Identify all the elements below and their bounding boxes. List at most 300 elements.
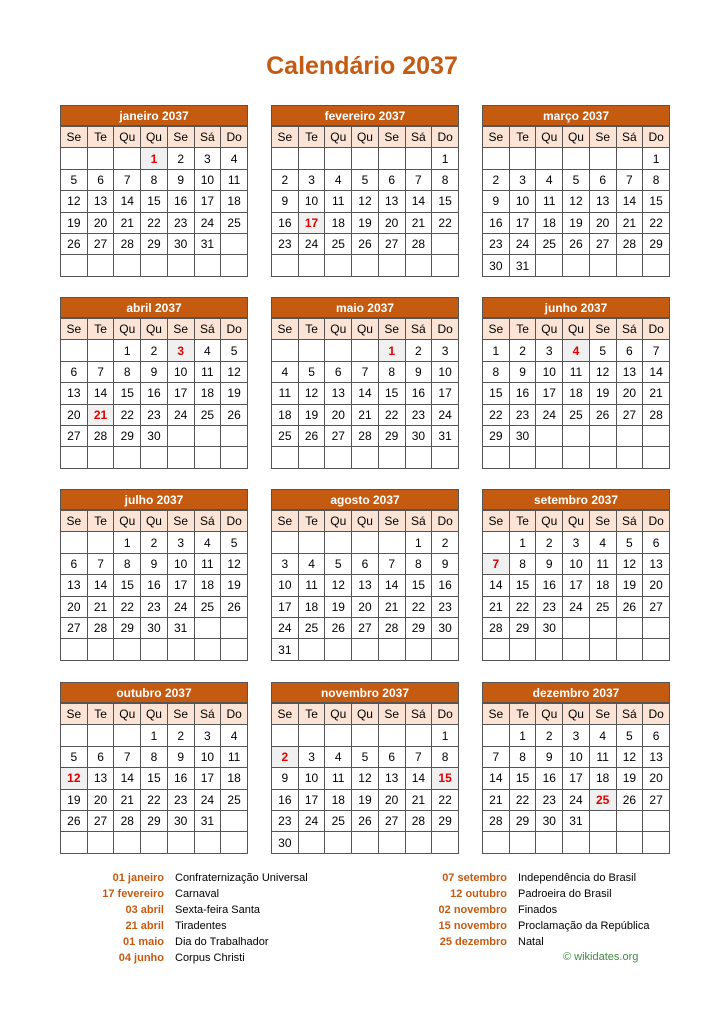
holiday-date: 12 outubro bbox=[450, 888, 507, 900]
day-cell: 30 bbox=[167, 810, 194, 831]
day-cell: 29 bbox=[141, 810, 168, 831]
empty-cell bbox=[589, 425, 616, 446]
empty-cell bbox=[298, 447, 325, 468]
weekday-header: Se bbox=[272, 704, 299, 725]
day-cell: 10 bbox=[194, 169, 221, 190]
weekday-header: Qu bbox=[141, 511, 168, 532]
empty-cell bbox=[298, 148, 325, 169]
empty-cell bbox=[352, 639, 379, 660]
day-cell: 5 bbox=[563, 169, 590, 190]
day-cell: 23 bbox=[141, 404, 168, 425]
day-cell: 6 bbox=[352, 553, 379, 574]
month-block bbox=[60, 105, 248, 277]
day-cell: 18 bbox=[221, 768, 248, 789]
empty-cell bbox=[141, 255, 168, 276]
day-cell: 11 bbox=[194, 361, 221, 382]
day-cell: 27 bbox=[61, 425, 88, 446]
holiday-date: 25 dezembro bbox=[439, 936, 507, 948]
holiday-day-cell: 4 bbox=[563, 340, 590, 361]
month-block bbox=[482, 489, 670, 661]
holiday-name: Carnaval bbox=[175, 888, 220, 900]
empty-cell bbox=[643, 832, 670, 853]
weekday-header: Sá bbox=[405, 511, 432, 532]
empty-cell bbox=[589, 810, 616, 831]
empty-cell bbox=[643, 639, 670, 660]
day-cell: 18 bbox=[563, 383, 590, 404]
day-cell: 30 bbox=[167, 233, 194, 254]
weekday-header: Se bbox=[167, 704, 194, 725]
day-cell: 28 bbox=[483, 810, 510, 831]
day-cell: 14 bbox=[483, 768, 510, 789]
weekday-header: Te bbox=[298, 511, 325, 532]
day-cell: 14 bbox=[114, 768, 141, 789]
empty-cell bbox=[589, 148, 616, 169]
weekday-header: Se bbox=[61, 319, 88, 340]
day-cell: 27 bbox=[643, 596, 670, 617]
day-cell: 13 bbox=[616, 361, 643, 382]
day-cell: 14 bbox=[352, 383, 379, 404]
day-cell: 20 bbox=[325, 404, 352, 425]
day-cell: 26 bbox=[352, 233, 379, 254]
weekday-header: Te bbox=[298, 704, 325, 725]
day-cell: 25 bbox=[325, 810, 352, 831]
day-cell: 9 bbox=[272, 191, 299, 212]
weekday-header: Te bbox=[298, 127, 325, 148]
day-cell: 17 bbox=[432, 383, 459, 404]
day-cell: 8 bbox=[509, 746, 536, 767]
empty-cell bbox=[298, 255, 325, 276]
day-cell: 20 bbox=[589, 212, 616, 233]
day-cell: 13 bbox=[643, 553, 670, 574]
day-cell: 26 bbox=[563, 233, 590, 254]
day-cell: 9 bbox=[405, 361, 432, 382]
day-cell: 26 bbox=[61, 810, 88, 831]
weekday-header: Se bbox=[167, 511, 194, 532]
empty-cell bbox=[298, 725, 325, 746]
holiday-name: Independência do Brasil bbox=[518, 872, 637, 884]
day-cell: 7 bbox=[87, 361, 114, 382]
day-cell: 6 bbox=[378, 169, 405, 190]
weekday-header: Se bbox=[483, 319, 510, 340]
day-cell: 30 bbox=[483, 255, 510, 276]
day-cell: 1 bbox=[114, 532, 141, 553]
empty-cell bbox=[141, 639, 168, 660]
day-cell: 27 bbox=[616, 404, 643, 425]
day-cell: 6 bbox=[378, 746, 405, 767]
empty-cell bbox=[616, 425, 643, 446]
day-cell: 10 bbox=[563, 746, 590, 767]
day-cell: 14 bbox=[87, 575, 114, 596]
holiday-day-cell: 21 bbox=[87, 404, 114, 425]
holiday-row bbox=[60, 918, 308, 934]
empty-cell bbox=[509, 832, 536, 853]
day-cell: 2 bbox=[167, 725, 194, 746]
empty-cell bbox=[563, 255, 590, 276]
holiday-date: 02 novembro bbox=[438, 904, 507, 916]
day-cell: 15 bbox=[509, 768, 536, 789]
day-cell: 10 bbox=[272, 575, 299, 596]
holiday-date: 01 maio bbox=[123, 936, 164, 948]
day-cell: 25 bbox=[221, 212, 248, 233]
day-cell: 30 bbox=[509, 425, 536, 446]
day-cell: 9 bbox=[167, 746, 194, 767]
day-cell: 30 bbox=[405, 425, 432, 446]
day-cell: 23 bbox=[483, 233, 510, 254]
day-cell: 1 bbox=[509, 725, 536, 746]
day-cell: 11 bbox=[536, 191, 563, 212]
day-cell: 26 bbox=[221, 404, 248, 425]
day-cell: 17 bbox=[563, 768, 590, 789]
day-cell: 18 bbox=[536, 212, 563, 233]
weekday-header: Se bbox=[167, 127, 194, 148]
day-cell: 23 bbox=[432, 596, 459, 617]
day-cell: 19 bbox=[221, 575, 248, 596]
day-cell: 3 bbox=[272, 553, 299, 574]
holiday-day-cell: 2 bbox=[272, 746, 299, 767]
empty-cell bbox=[563, 148, 590, 169]
day-cell: 22 bbox=[114, 404, 141, 425]
day-cell: 7 bbox=[87, 553, 114, 574]
day-cell: 23 bbox=[536, 789, 563, 810]
day-cell: 13 bbox=[61, 575, 88, 596]
holiday-name: Proclamação da República bbox=[518, 920, 650, 932]
day-cell: 30 bbox=[432, 617, 459, 638]
weekday-header: Do bbox=[643, 704, 670, 725]
weekday-header: Se bbox=[61, 511, 88, 532]
empty-cell bbox=[378, 255, 405, 276]
empty-cell bbox=[405, 447, 432, 468]
empty-cell bbox=[378, 148, 405, 169]
month-title: abril 2037 bbox=[60, 297, 248, 318]
holiday-day-cell: 17 bbox=[298, 212, 325, 233]
weekday-header: Se bbox=[378, 511, 405, 532]
day-cell: 4 bbox=[325, 746, 352, 767]
empty-cell bbox=[298, 639, 325, 660]
day-cell: 4 bbox=[194, 532, 221, 553]
day-cell: 5 bbox=[352, 746, 379, 767]
day-cell: 3 bbox=[536, 340, 563, 361]
day-cell: 20 bbox=[378, 789, 405, 810]
day-cell: 12 bbox=[352, 191, 379, 212]
day-cell: 24 bbox=[563, 789, 590, 810]
empty-cell bbox=[221, 617, 248, 638]
day-cell: 1 bbox=[141, 725, 168, 746]
day-cell: 12 bbox=[616, 553, 643, 574]
day-cell: 10 bbox=[298, 191, 325, 212]
day-cell: 16 bbox=[167, 191, 194, 212]
day-cell: 23 bbox=[272, 233, 299, 254]
day-cell: 18 bbox=[272, 404, 299, 425]
empty-cell bbox=[221, 639, 248, 660]
day-cell: 22 bbox=[509, 596, 536, 617]
day-cell: 14 bbox=[616, 191, 643, 212]
day-cell: 28 bbox=[643, 404, 670, 425]
day-cell: 24 bbox=[167, 596, 194, 617]
day-cell: 20 bbox=[87, 789, 114, 810]
day-cell: 6 bbox=[643, 532, 670, 553]
empty-cell bbox=[221, 810, 248, 831]
weekday-header: Qu bbox=[114, 127, 141, 148]
day-cell: 5 bbox=[221, 532, 248, 553]
empty-cell bbox=[61, 832, 88, 853]
holiday-day-cell: 1 bbox=[378, 340, 405, 361]
day-cell: 10 bbox=[167, 553, 194, 574]
empty-cell bbox=[325, 447, 352, 468]
empty-cell bbox=[643, 425, 670, 446]
weekday-header: Te bbox=[509, 511, 536, 532]
day-cell: 13 bbox=[643, 746, 670, 767]
holiday-name: Natal bbox=[518, 936, 544, 948]
day-cell: 15 bbox=[378, 383, 405, 404]
day-cell: 16 bbox=[272, 789, 299, 810]
day-cell: 11 bbox=[298, 575, 325, 596]
day-cell: 16 bbox=[432, 575, 459, 596]
day-cell: 3 bbox=[432, 340, 459, 361]
day-cell: 28 bbox=[114, 233, 141, 254]
holiday-name: Padroeira do Brasil bbox=[518, 888, 612, 900]
empty-cell bbox=[616, 255, 643, 276]
day-cell: 14 bbox=[405, 191, 432, 212]
day-cell: 12 bbox=[616, 746, 643, 767]
empty-cell bbox=[509, 447, 536, 468]
month-title: fevereiro 2037 bbox=[271, 105, 459, 126]
day-cell: 27 bbox=[61, 617, 88, 638]
empty-cell bbox=[61, 532, 88, 553]
day-cell: 20 bbox=[352, 596, 379, 617]
empty-cell bbox=[643, 617, 670, 638]
weekday-header: Te bbox=[509, 704, 536, 725]
weekday-header: Se bbox=[272, 319, 299, 340]
empty-cell bbox=[272, 255, 299, 276]
weekday-header: Qu bbox=[352, 511, 379, 532]
empty-cell bbox=[432, 447, 459, 468]
day-cell: 27 bbox=[378, 233, 405, 254]
day-cell: 19 bbox=[298, 404, 325, 425]
empty-cell bbox=[298, 532, 325, 553]
day-cell: 8 bbox=[405, 553, 432, 574]
empty-cell bbox=[221, 447, 248, 468]
day-cell: 15 bbox=[509, 575, 536, 596]
empty-cell bbox=[432, 233, 459, 254]
day-cell: 27 bbox=[378, 810, 405, 831]
empty-cell bbox=[563, 617, 590, 638]
month-title: junho 2037 bbox=[482, 297, 670, 318]
day-cell: 5 bbox=[221, 340, 248, 361]
day-cell: 30 bbox=[141, 425, 168, 446]
empty-cell bbox=[563, 832, 590, 853]
day-cell: 11 bbox=[194, 553, 221, 574]
day-cell: 21 bbox=[378, 596, 405, 617]
day-cell: 5 bbox=[616, 725, 643, 746]
day-cell: 23 bbox=[272, 810, 299, 831]
day-cell: 1 bbox=[114, 340, 141, 361]
day-cell: 6 bbox=[87, 746, 114, 767]
day-cell: 20 bbox=[87, 212, 114, 233]
weekday-header: Qu bbox=[563, 319, 590, 340]
empty-cell bbox=[643, 810, 670, 831]
empty-cell bbox=[194, 617, 221, 638]
month-block bbox=[482, 105, 670, 277]
weekday-header: Do bbox=[643, 127, 670, 148]
day-cell: 10 bbox=[563, 553, 590, 574]
day-cell: 9 bbox=[536, 553, 563, 574]
day-cell: 23 bbox=[509, 404, 536, 425]
day-cell: 2 bbox=[536, 532, 563, 553]
day-cell: 2 bbox=[405, 340, 432, 361]
empty-cell bbox=[298, 340, 325, 361]
weekday-header: Se bbox=[483, 127, 510, 148]
day-cell: 12 bbox=[61, 191, 88, 212]
footer-credit[interactable]: © wikidates.org bbox=[563, 951, 639, 963]
day-cell: 6 bbox=[87, 169, 114, 190]
day-cell: 30 bbox=[536, 810, 563, 831]
empty-cell bbox=[352, 148, 379, 169]
empty-cell bbox=[194, 832, 221, 853]
empty-cell bbox=[589, 255, 616, 276]
day-cell: 18 bbox=[325, 789, 352, 810]
day-cell: 6 bbox=[61, 553, 88, 574]
empty-cell bbox=[509, 148, 536, 169]
day-cell: 27 bbox=[352, 617, 379, 638]
day-cell: 22 bbox=[432, 212, 459, 233]
day-cell: 17 bbox=[272, 596, 299, 617]
weekday-header: Do bbox=[432, 319, 459, 340]
empty-cell bbox=[87, 832, 114, 853]
day-cell: 13 bbox=[378, 191, 405, 212]
weekday-header: Te bbox=[87, 704, 114, 725]
day-cell: 9 bbox=[141, 361, 168, 382]
day-cell: 26 bbox=[616, 596, 643, 617]
month-table bbox=[482, 510, 670, 661]
day-cell: 18 bbox=[194, 383, 221, 404]
weekday-header: Do bbox=[221, 127, 248, 148]
day-cell: 21 bbox=[616, 212, 643, 233]
day-cell: 12 bbox=[221, 553, 248, 574]
day-cell: 19 bbox=[616, 575, 643, 596]
empty-cell bbox=[378, 725, 405, 746]
day-cell: 13 bbox=[589, 191, 616, 212]
day-cell: 14 bbox=[378, 575, 405, 596]
day-cell: 12 bbox=[298, 383, 325, 404]
day-cell: 25 bbox=[221, 789, 248, 810]
day-cell: 24 bbox=[194, 212, 221, 233]
day-cell: 29 bbox=[432, 810, 459, 831]
day-cell: 14 bbox=[405, 768, 432, 789]
empty-cell bbox=[87, 725, 114, 746]
day-cell: 16 bbox=[141, 575, 168, 596]
month-table bbox=[271, 703, 459, 854]
month-table bbox=[271, 318, 459, 469]
empty-cell bbox=[87, 148, 114, 169]
day-cell: 19 bbox=[563, 212, 590, 233]
day-cell: 20 bbox=[378, 212, 405, 233]
day-cell: 3 bbox=[194, 148, 221, 169]
holiday-day-cell: 25 bbox=[589, 789, 616, 810]
weekday-header: Te bbox=[298, 319, 325, 340]
day-cell: 10 bbox=[432, 361, 459, 382]
day-cell: 17 bbox=[194, 768, 221, 789]
empty-cell bbox=[221, 425, 248, 446]
empty-cell bbox=[616, 832, 643, 853]
weekday-header: Qu bbox=[114, 704, 141, 725]
empty-cell bbox=[432, 832, 459, 853]
month-table bbox=[60, 510, 248, 661]
empty-cell bbox=[167, 639, 194, 660]
day-cell: 6 bbox=[643, 725, 670, 746]
weekday-header: Qu bbox=[536, 511, 563, 532]
day-cell: 8 bbox=[643, 169, 670, 190]
empty-cell bbox=[61, 255, 88, 276]
weekday-header: Qu bbox=[563, 511, 590, 532]
day-cell: 26 bbox=[325, 617, 352, 638]
month-title: setembro 2037 bbox=[482, 489, 670, 510]
weekday-header: Se bbox=[589, 704, 616, 725]
day-cell: 22 bbox=[141, 789, 168, 810]
holiday-date: 07 setembro bbox=[442, 872, 507, 884]
day-cell: 15 bbox=[405, 575, 432, 596]
weekday-header: Qu bbox=[536, 704, 563, 725]
day-cell: 1 bbox=[509, 532, 536, 553]
day-cell: 7 bbox=[405, 746, 432, 767]
day-cell: 31 bbox=[194, 233, 221, 254]
day-cell: 28 bbox=[87, 617, 114, 638]
holiday-day-cell: 15 bbox=[432, 768, 459, 789]
day-cell: 5 bbox=[325, 553, 352, 574]
day-cell: 18 bbox=[298, 596, 325, 617]
empty-cell bbox=[378, 639, 405, 660]
day-cell: 1 bbox=[432, 725, 459, 746]
holiday-list-right bbox=[400, 870, 649, 950]
month-block bbox=[60, 682, 248, 854]
empty-cell bbox=[114, 255, 141, 276]
day-cell: 8 bbox=[378, 361, 405, 382]
day-cell: 20 bbox=[616, 383, 643, 404]
weekday-header: Te bbox=[509, 127, 536, 148]
day-cell: 11 bbox=[272, 383, 299, 404]
day-cell: 25 bbox=[325, 233, 352, 254]
day-cell: 5 bbox=[616, 532, 643, 553]
empty-cell bbox=[589, 617, 616, 638]
month-title: novembro 2037 bbox=[271, 682, 459, 703]
day-cell: 4 bbox=[221, 148, 248, 169]
day-cell: 29 bbox=[405, 617, 432, 638]
day-cell: 2 bbox=[483, 169, 510, 190]
weekday-header: Se bbox=[483, 704, 510, 725]
holiday-name: Sexta-feira Santa bbox=[175, 904, 260, 916]
day-cell: 3 bbox=[509, 169, 536, 190]
empty-cell bbox=[298, 832, 325, 853]
day-cell: 24 bbox=[272, 617, 299, 638]
weekday-header: Se bbox=[167, 319, 194, 340]
empty-cell bbox=[378, 832, 405, 853]
holiday-day-cell: 12 bbox=[61, 768, 88, 789]
empty-cell bbox=[114, 725, 141, 746]
empty-cell bbox=[61, 340, 88, 361]
weekday-header: Se bbox=[272, 511, 299, 532]
holiday-date: 03 abril bbox=[125, 904, 164, 916]
day-cell: 31 bbox=[563, 810, 590, 831]
day-cell: 8 bbox=[432, 746, 459, 767]
day-cell: 31 bbox=[194, 810, 221, 831]
empty-cell bbox=[405, 832, 432, 853]
day-cell: 2 bbox=[509, 340, 536, 361]
month-title: agosto 2037 bbox=[271, 489, 459, 510]
day-cell: 17 bbox=[194, 191, 221, 212]
day-cell: 23 bbox=[167, 212, 194, 233]
day-cell: 5 bbox=[61, 746, 88, 767]
weekday-header: Qu bbox=[536, 127, 563, 148]
month-title: março 2037 bbox=[482, 105, 670, 126]
